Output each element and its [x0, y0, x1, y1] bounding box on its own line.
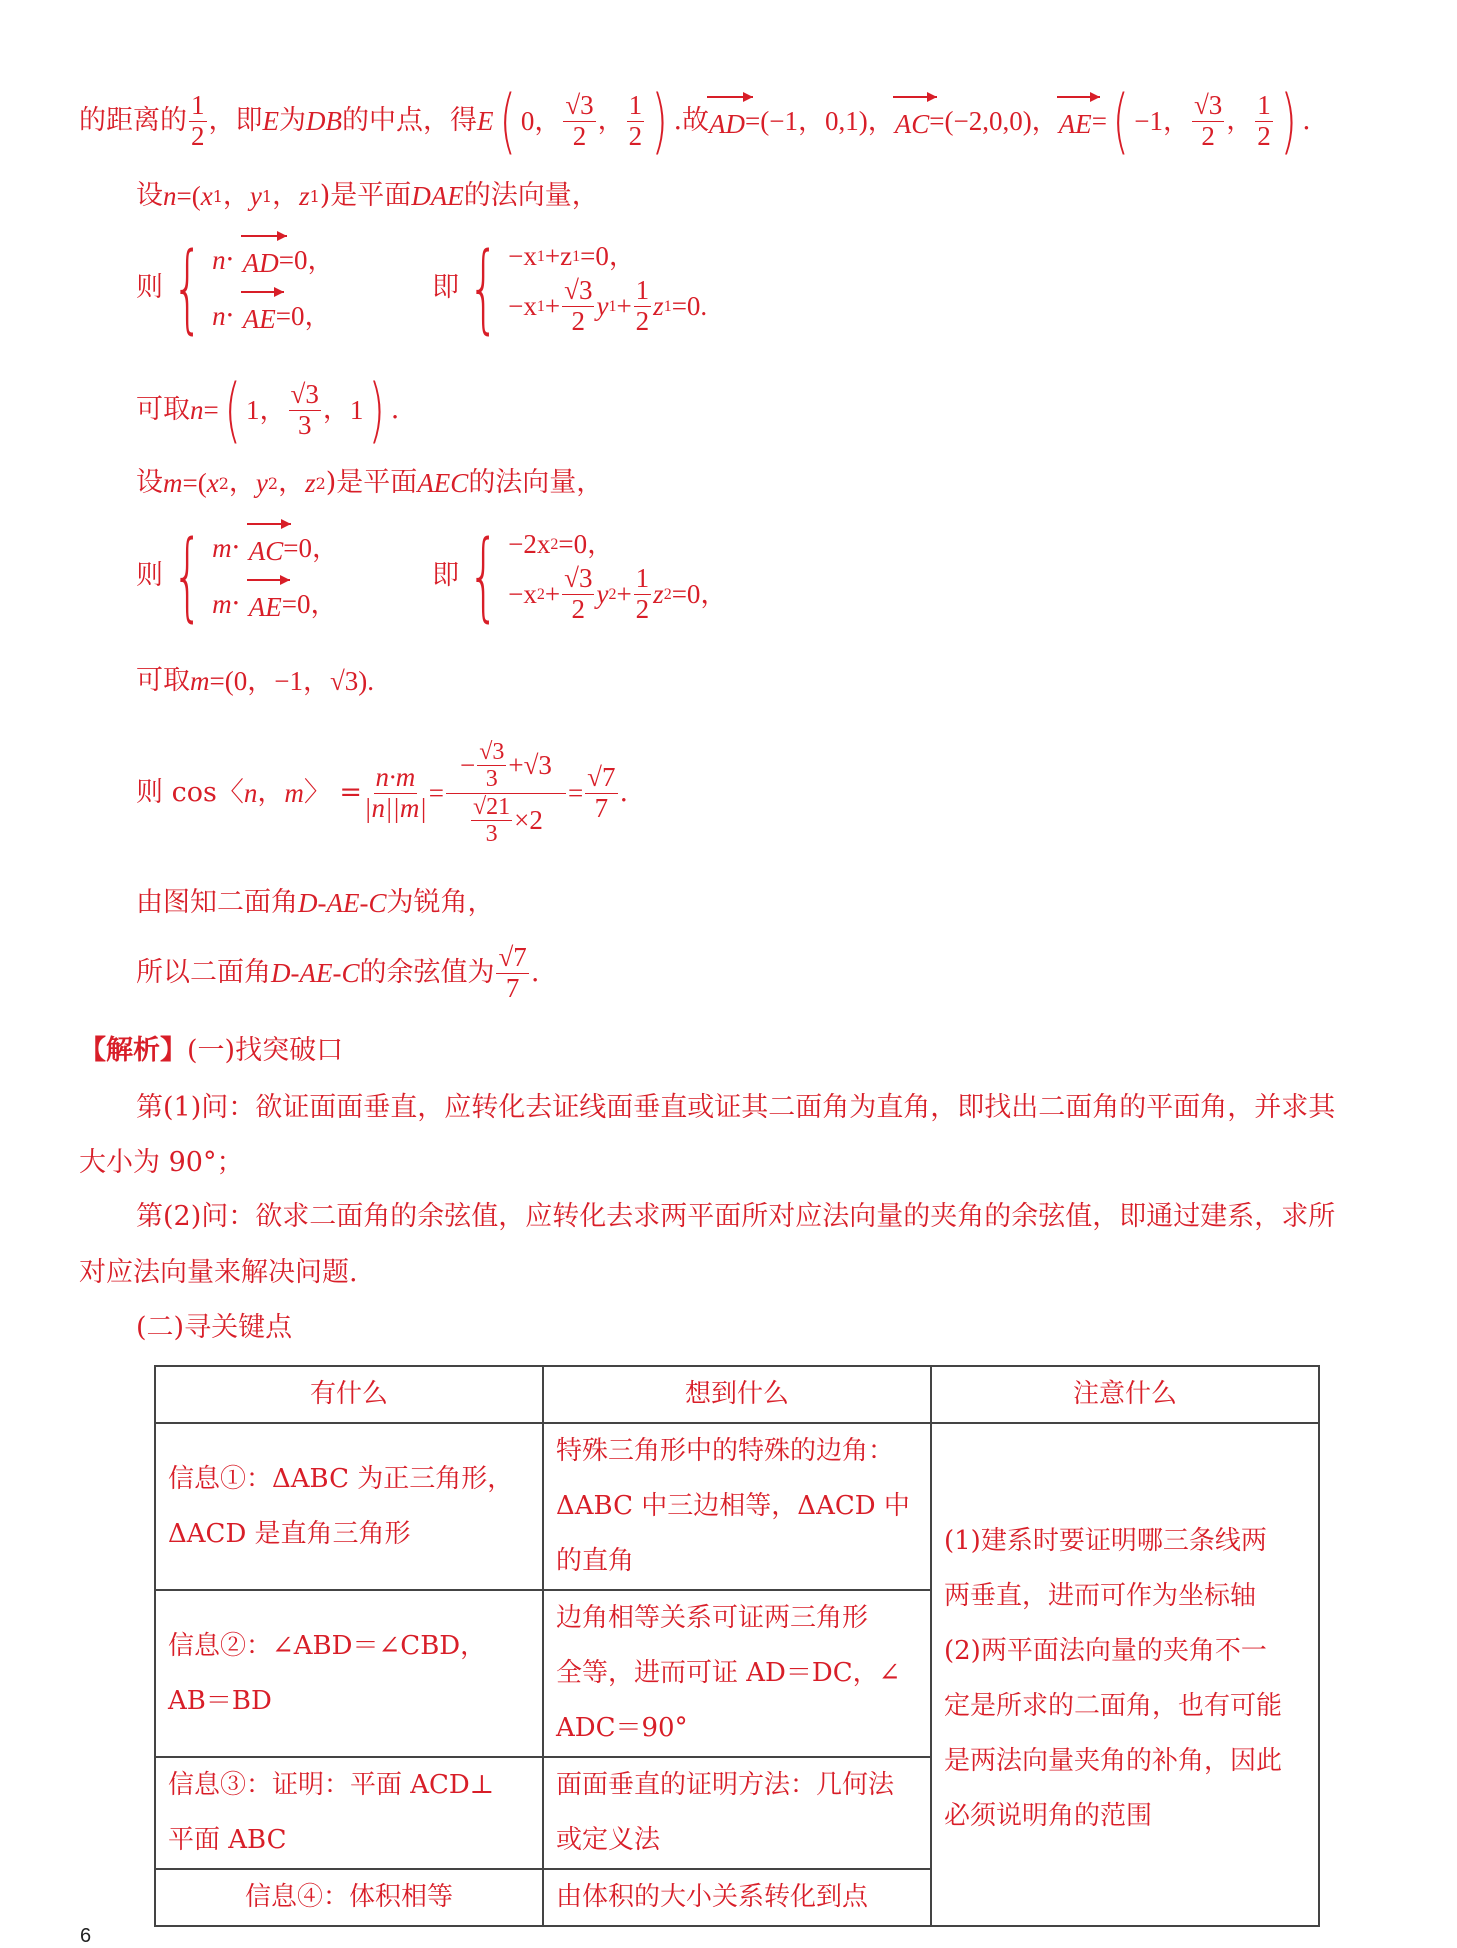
cell-line: 信息②：∠ABD＝∠CBD，: [168, 1630, 487, 1661]
text: =: [1091, 105, 1107, 136]
term: +√3: [508, 749, 552, 780]
system-rows: [212, 529, 412, 624]
header-note: 注意什么: [931, 1366, 1319, 1423]
denominator: 2: [571, 594, 586, 625]
period: .: [390, 393, 400, 425]
header-think: 想到什么: [543, 1366, 931, 1423]
var: x: [200, 181, 213, 211]
fraction: [289, 380, 321, 440]
comma: ，: [228, 467, 256, 498]
var: DB: [306, 105, 342, 136]
term: =0，: [671, 579, 728, 610]
text: )是平面: [325, 467, 418, 498]
comma: ，: [257, 776, 285, 808]
vector-arrow-icon: [893, 96, 938, 98]
cell-line: 或定义法: [556, 1825, 661, 1855]
text: =0，: [278, 244, 335, 275]
cell-line: ΔACD 是直角三角形: [168, 1518, 411, 1549]
numerator: 1: [1257, 89, 1271, 120]
var: m: [212, 589, 232, 620]
vector-AE: [249, 585, 282, 623]
text: )是平面: [319, 180, 412, 211]
var: D-AE-C: [298, 888, 387, 918]
fraction: [471, 794, 512, 848]
text: 则: [136, 560, 163, 592]
vector-arrow-icon: [1057, 96, 1100, 98]
text: .故: [673, 104, 710, 136]
term: +: [616, 579, 632, 610]
var: m: [190, 666, 210, 696]
fraction: [562, 276, 594, 336]
subscript: 2: [267, 473, 279, 493]
var: z: [653, 291, 664, 322]
dot: ·: [225, 243, 235, 275]
var: y: [596, 579, 609, 610]
vector-arrow-icon: [241, 235, 287, 237]
term: +z: [544, 241, 573, 271]
comma: ，: [597, 104, 625, 136]
compound-fraction: [446, 739, 566, 848]
term: −2x: [508, 529, 551, 559]
denominator: 3: [485, 766, 498, 793]
subscript: 1: [608, 297, 617, 315]
right-paren-icon: ): [368, 369, 386, 451]
numerator: [446, 739, 566, 794]
numerator: √3: [565, 89, 594, 120]
vector-arrow-icon: [241, 291, 284, 293]
dot: ·: [231, 588, 241, 620]
solution-line-9: [136, 887, 494, 919]
text: 第(1)问：欲证面面垂直，应转化去证线面垂直或证其二面角为直角，即找出二面角的平面角，并求其: [136, 1092, 1336, 1123]
subscript: 2: [315, 473, 326, 493]
numerator: √3: [564, 563, 593, 594]
cell-think: [543, 1590, 931, 1757]
cell-think: [543, 1423, 931, 1590]
comma: ，: [322, 393, 350, 425]
denominator: 2: [1201, 120, 1215, 151]
numerator: 1: [635, 563, 650, 594]
vector-label: AD: [709, 108, 746, 139]
denominator: 2: [1257, 120, 1271, 151]
text: 〉 =: [303, 776, 363, 808]
numerator: √3: [290, 378, 319, 409]
var: x: [206, 468, 219, 498]
term: −x: [508, 579, 537, 610]
subscript: 2: [218, 473, 229, 493]
cell-line: 信息①：ΔABC 为正三角形，: [168, 1463, 514, 1494]
vector-AE: [243, 297, 276, 335]
text: =(0，−1，√3).: [209, 666, 375, 696]
var: n: [212, 244, 226, 275]
period: .: [1302, 104, 1311, 136]
denominator: 3: [297, 409, 312, 440]
var: E: [477, 105, 494, 136]
subscript: 2: [536, 585, 545, 603]
subscript: 1: [261, 186, 273, 206]
subscript: 1: [663, 297, 672, 315]
cell-line: 由体积的大小关系转化到点: [556, 1882, 869, 1912]
text: 第(2)问：欲求二面角的余弦值，应转化去求两平面所对应法向量的夹角的余弦值，即通过建系，求所: [136, 1201, 1336, 1232]
fraction-half: [189, 91, 207, 151]
vector-AC: [895, 102, 930, 140]
cosine-formula: [136, 718, 628, 868]
solution-line-2: [136, 180, 599, 212]
vector-label: AE: [242, 304, 276, 335]
text: 则 cos〈: [136, 776, 244, 808]
system-rows: [508, 528, 727, 625]
left-brace-icon: {: [172, 232, 203, 345]
key-points-table: [154, 1365, 1320, 1927]
left-paren-icon: (: [1112, 80, 1129, 162]
vector-label: AC: [248, 535, 284, 566]
fraction: [496, 943, 528, 1003]
text: =: [203, 394, 219, 425]
vector-label: AE: [248, 592, 282, 623]
cell-line: AB＝BD: [168, 1685, 272, 1716]
var: DAE: [411, 181, 464, 211]
denominator: 2: [572, 120, 587, 151]
subscript: 1: [212, 186, 223, 206]
var: n: [163, 181, 177, 211]
text: =(−2,0,0)，: [929, 105, 1059, 136]
cell-line: 的直角: [556, 1546, 635, 1576]
var: m: [212, 532, 232, 563]
denominator: 2: [628, 120, 643, 151]
var: y: [596, 291, 609, 322]
subscript: 1: [309, 186, 320, 206]
text: 可取: [136, 393, 190, 425]
fraction: [364, 763, 427, 823]
denominator: |n||m|: [364, 792, 427, 823]
left-brace-icon: {: [172, 520, 203, 633]
var: n: [190, 394, 204, 425]
coord: 1，: [246, 394, 287, 425]
text: =0，: [275, 301, 332, 332]
equation-system-n: [136, 232, 708, 345]
analysis-p2: [136, 1201, 1335, 1233]
denominator: 3: [485, 820, 498, 847]
text: 即: [432, 560, 460, 592]
equals: =: [567, 777, 584, 808]
fraction: [634, 564, 652, 624]
text: 的中点，得: [342, 104, 477, 136]
denominator: 2: [571, 306, 586, 337]
left-paren-icon: (: [224, 369, 241, 451]
cell-line: 特殊三角形中的特殊的边角：: [556, 1436, 895, 1466]
vector-label: AC: [894, 108, 930, 139]
left-brace-icon: {: [468, 520, 499, 633]
cell-note: [931, 1423, 1319, 1926]
denominator: 7: [505, 972, 520, 1003]
analysis-p1: [136, 1092, 1335, 1124]
text: =(−1，0,1)，: [745, 105, 895, 136]
vector-AC: [249, 529, 284, 567]
var: n: [243, 777, 258, 808]
equals: =: [428, 777, 444, 808]
vector-label: AD: [242, 247, 279, 278]
text: =(: [182, 468, 207, 498]
fraction: [563, 91, 595, 151]
denominator: 2: [635, 306, 650, 337]
subscript: 2: [608, 585, 617, 603]
cell-have: [155, 1757, 543, 1869]
vector-AD: [243, 241, 279, 279]
table-row: [155, 1423, 1319, 1590]
period: .: [619, 776, 629, 808]
dot: ·: [225, 300, 235, 332]
text: 的距离的: [79, 104, 187, 136]
text: 的法向量，: [468, 467, 604, 498]
text: =0，: [283, 532, 340, 563]
fraction: [562, 564, 594, 624]
left-paren-icon: (: [498, 80, 516, 162]
text: 大小为 90°；: [79, 1147, 244, 1178]
cell-have: [155, 1590, 543, 1757]
term: −: [459, 749, 476, 780]
cell-line: 边角相等关系可证两三角形: [556, 1603, 869, 1633]
fraction: [627, 91, 645, 151]
numerator: √3: [479, 738, 505, 765]
analysis-p2-cont: [79, 1257, 358, 1289]
cell-line: 信息④：体积相等: [244, 1882, 453, 1912]
period: .: [530, 956, 540, 988]
numerator: 1: [191, 89, 205, 120]
denominator: [469, 794, 543, 848]
text: 即: [432, 272, 460, 304]
denominator: 2: [191, 120, 205, 151]
var: n: [212, 301, 226, 332]
var: z: [299, 181, 310, 211]
numerator: √7: [587, 761, 616, 792]
comma: ，: [278, 467, 306, 498]
cell-line: 是两法向量夹角的补角，因此: [944, 1746, 1283, 1776]
dot: ·: [231, 531, 241, 563]
text: 为锐角，: [386, 887, 495, 918]
var: z: [305, 468, 316, 498]
var: z: [653, 579, 664, 610]
section-2-heading: [136, 1312, 292, 1344]
comma: ，: [222, 180, 250, 211]
cell-line: 面面垂直的证明方法：几何法: [556, 1770, 895, 1800]
var: y: [255, 468, 268, 498]
coord: 0，: [520, 105, 562, 136]
text: 设: [136, 467, 163, 498]
term: +: [544, 579, 561, 610]
numerator: √3: [564, 275, 593, 306]
cell-line: 必须说明角的范围: [944, 1801, 1153, 1831]
solution-line-5: [136, 467, 603, 499]
numerator: √7: [498, 942, 527, 972]
comma: ，: [1226, 104, 1254, 136]
solution-line-1: [79, 80, 1311, 162]
cell-line: 两垂直，进而可作为坐标轴: [944, 1581, 1257, 1611]
cell-line: ADC＝90°: [556, 1713, 688, 1743]
right-paren-icon: ): [651, 80, 668, 162]
numerator: 1: [635, 275, 650, 306]
analysis-heading: [79, 1035, 343, 1067]
text: 的法向量，: [463, 180, 599, 211]
subscript: 2: [663, 585, 672, 603]
coord: 1: [349, 394, 364, 425]
var: m: [284, 777, 304, 808]
var: y: [249, 181, 262, 211]
text: 的余弦值为: [359, 956, 495, 988]
text: 由图知二面角: [136, 887, 298, 918]
cell-line: 平面 ABC: [168, 1825, 287, 1855]
text: 为: [279, 104, 306, 136]
fraction: [634, 276, 652, 336]
equation-system-m: [136, 520, 728, 633]
fraction: [1255, 91, 1273, 151]
numerator: n·m: [375, 761, 416, 792]
var: D-AE-C: [271, 957, 360, 988]
term: −x: [508, 291, 537, 322]
term: =0，: [558, 529, 615, 559]
fraction: [477, 739, 506, 793]
page-number: 6: [80, 1925, 92, 1947]
solution-line-4: [136, 369, 400, 451]
subscript: 2: [550, 535, 559, 553]
term: ×2: [514, 804, 543, 835]
var: AEC: [417, 468, 469, 498]
coord: −1，: [1134, 105, 1190, 136]
text: (二)寻关键点: [136, 1312, 293, 1343]
solution-line-10: [136, 943, 539, 1003]
analysis-tag: 【解析】: [79, 1035, 187, 1066]
subscript: 1: [536, 247, 545, 265]
term: =0，: [580, 241, 636, 271]
fraction: [1192, 91, 1224, 151]
vector-label: AE: [1058, 108, 1092, 139]
numerator: √21: [473, 793, 511, 820]
numerator: √3: [1193, 89, 1223, 120]
subscript: 1: [536, 297, 545, 315]
text: ，即: [208, 104, 263, 136]
vector-AE: [1059, 102, 1092, 140]
cell-line: 定是所求的二面角，也有可能: [944, 1691, 1283, 1721]
term: =0.: [671, 291, 708, 322]
left-brace-icon: {: [468, 232, 499, 345]
vector-arrow-icon: [247, 579, 290, 581]
solution-line-7: [136, 665, 374, 697]
denominator: 7: [594, 792, 609, 823]
text: (一)找突破口: [187, 1035, 344, 1066]
term: +: [544, 291, 561, 322]
text: 可取: [136, 665, 190, 696]
vector-arrow-icon: [247, 523, 292, 525]
cell-have: [155, 1423, 543, 1590]
vector-AD: [709, 102, 745, 140]
system-rows: [508, 240, 707, 337]
header-have: 有什么: [155, 1366, 543, 1423]
table-header-row: [155, 1366, 1319, 1423]
subscript: 1: [572, 247, 581, 265]
cell-line: (2)两平面法向量的夹角不一: [944, 1636, 1267, 1666]
cell-line: 全等，进而可证 AD＝DC，∠: [556, 1658, 901, 1688]
text: 对应法向量来解决问题.: [79, 1257, 358, 1288]
cell-have: [155, 1869, 543, 1926]
comma: ，: [272, 180, 300, 211]
var: E: [262, 105, 279, 136]
term: +: [616, 291, 632, 322]
var: m: [163, 468, 183, 498]
text: =0，: [281, 589, 338, 620]
vector-arrow-icon: [707, 96, 753, 98]
cell-line: (1)建系时要证明哪三条线两: [944, 1526, 1267, 1556]
cell-line: ΔABC 中三边相等，ΔACD 中: [556, 1491, 910, 1521]
text: =(: [176, 181, 201, 211]
right-paren-icon: ): [1280, 80, 1297, 162]
numerator: 1: [628, 89, 643, 120]
term: −x: [508, 241, 537, 271]
fraction: [585, 763, 617, 823]
system-rows: [212, 241, 412, 336]
text: 则: [136, 272, 163, 304]
cell-think: [543, 1869, 931, 1926]
cell-think: [543, 1757, 931, 1869]
cell-line: 信息③：证明：平面 ACD⊥: [168, 1770, 495, 1800]
analysis-p1-cont: [79, 1147, 243, 1179]
text: 设: [136, 180, 163, 211]
text: 所以二面角: [136, 956, 271, 988]
denominator: 2: [635, 594, 650, 625]
